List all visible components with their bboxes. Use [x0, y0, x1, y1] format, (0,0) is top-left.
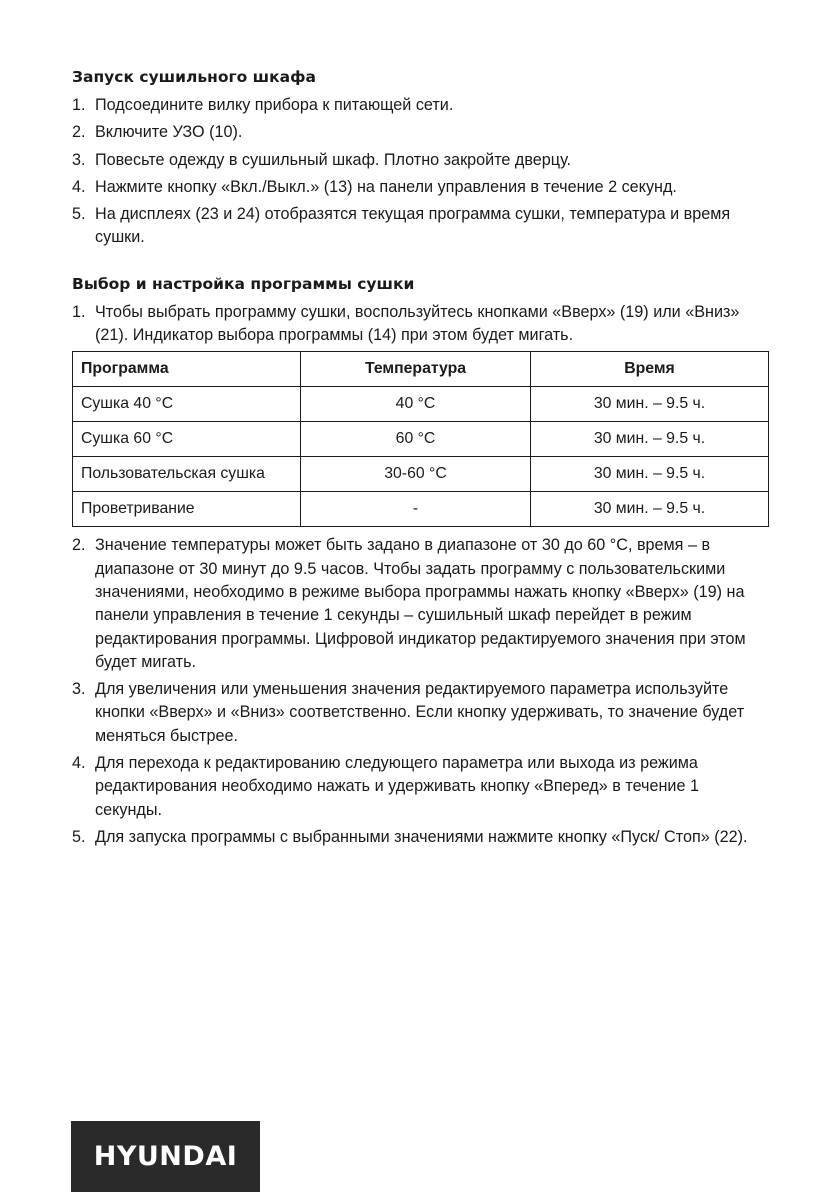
- column-header-temperature: Температура: [301, 352, 531, 387]
- table-cell: 60 °С: [301, 422, 531, 457]
- manual-page: [72, 66, 770, 853]
- table-cell: 30 мин. – 9.5 ч.: [531, 492, 769, 527]
- list-item: 2. Включите УЗО (10).: [72, 123, 243, 142]
- list-item: 3. Повесьте одежду в сушильный шкаф. Плотно закройте дверцу.: [72, 150, 572, 169]
- list-item: 2. Значение температуры может быть задано в диапазоне от 30 до 60 °С, время – в диапазоне от 30 минут до 9.5 часов. Чтобы задать программу с пользовательскими значениями, необходимо в режиме выбора программы нажать кнопку «Вверх» (19) на панели управления в течение 1 секунды – сушильный шкаф перейдет в режим редактирования программы. Цифровой индикатор редактируемого значения при этом будет мигать.: [72, 536, 746, 671]
- list-item: 3. Для увеличения или уменьшения значения редактируемого параметра используйте кнопки «Вверх» и «Вниз» соответственно. Если кнопку удерживать, то значение будет меняться быстрее.: [72, 680, 745, 745]
- launch-steps-list: [72, 94, 770, 250]
- program-setup-steps-list-continued: [72, 534, 770, 849]
- hyundai-logo: HYUNDAI: [71, 1121, 260, 1192]
- table-cell: 30 мин. – 9.5 ч.: [531, 422, 769, 457]
- table-cell: 30 мин. – 9.5 ч.: [531, 457, 769, 492]
- list-item: 5. На дисплеях (23 и 24) отобразятся текущая программа сушки, температура и время сушки.: [72, 205, 731, 247]
- table-cell: 30 мин. – 9.5 ч.: [531, 387, 769, 422]
- table-cell: -: [301, 492, 531, 527]
- list-item: 4. Для перехода к редактированию следующего параметра или выхода из режима редактирования необходимо нажать и удерживать кнопку «Вперед» в течение 1 секунды.: [72, 754, 699, 819]
- table-row: [73, 422, 769, 457]
- section-title-launch: Запуск сушильного шкафа: [72, 68, 316, 86]
- list-item: 1. Подсоедините вилку прибора к питающей сети.: [72, 96, 454, 114]
- program-setup-steps-list: [72, 301, 770, 348]
- table-row: [73, 387, 769, 422]
- table-row: [73, 457, 769, 492]
- list-item: 5. Для запуска программы с выбранными значениями нажмите кнопку «Пуск/ Стоп» (22).: [72, 827, 748, 846]
- list-item: 1. Чтобы выбрать программу сушки, воспользуйтесь кнопками «Вверх» (19) или «Вниз» (21). Индикатор выбора программы (14) при этом будет мигать.: [72, 302, 740, 345]
- table-cell: Проветривание: [73, 492, 301, 527]
- table-cell: 40 °С: [301, 387, 531, 422]
- column-header-time: Время: [531, 352, 769, 387]
- table-row: [73, 492, 769, 527]
- table-header-row: [73, 352, 769, 387]
- section-title-program-setup: Выбор и настройка программы сушки: [72, 274, 415, 293]
- programs-table: [72, 351, 769, 527]
- list-item: 4. Нажмите кнопку «Вкл./Выкл.» (13) на панели управления в течение 2 секунд.: [72, 177, 677, 196]
- column-header-program: Программа: [73, 352, 301, 387]
- table-cell: Сушка 40 °С: [73, 387, 301, 422]
- table-cell: Сушка 60 °С: [73, 422, 301, 457]
- table-cell: 30-60 °С: [301, 457, 531, 492]
- table-cell: Пользовательская сушка: [73, 457, 301, 492]
